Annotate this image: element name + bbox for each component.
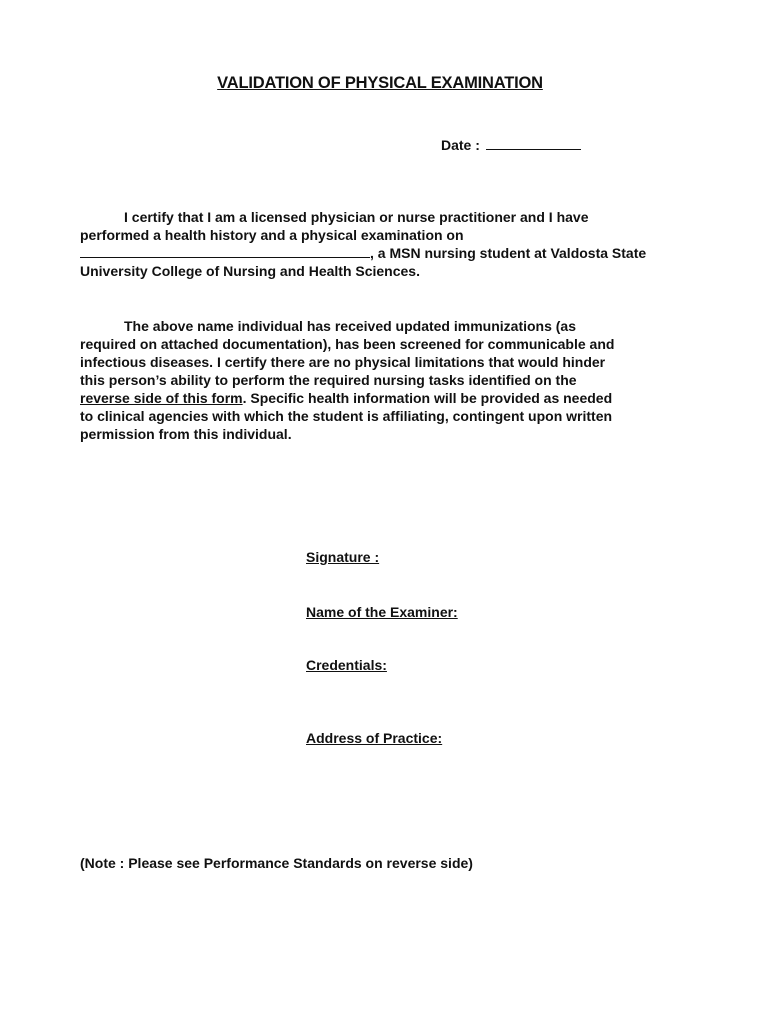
student-name-field[interactable] <box>80 245 370 258</box>
address-field-label: Address of Practice: <box>306 730 443 746</box>
reverse-side-reference: reverse side of this form <box>80 390 243 406</box>
paragraph-line <box>80 317 680 335</box>
paragraph-text: , a MSN nursing student at Valdosta State <box>370 245 647 261</box>
paragraph-line <box>80 389 680 407</box>
paragraph-line <box>80 208 680 226</box>
paragraph-line: permission from this individual. <box>80 426 292 442</box>
examiner-name-field-label: Name of the Examiner: <box>306 604 458 620</box>
paragraph-line: infectious diseases. I certify there are no physical limitations that would hinder <box>80 354 606 370</box>
reverse-side-note: (Note : Please see Performance Standards on reverse side) <box>80 855 473 871</box>
paragraph-line: this person’s ability to perform the required nursing tasks identified on the <box>80 372 577 388</box>
document-title: VALIDATION OF PHYSICAL EXAMINATION <box>217 74 543 92</box>
signature-field-label: Signature : <box>306 549 380 565</box>
paragraph-line: University College of Nursing and Health Sciences. <box>80 263 420 279</box>
paragraph-text: The above name individual has received updated immunizations (as <box>124 318 577 334</box>
paragraph-text: I certify that I am a licensed physician or nurse practitioner and I have <box>124 209 589 225</box>
paragraph-line: performed a health history and a physical examination on <box>80 227 464 243</box>
date-label: Date : <box>441 137 480 153</box>
date-field[interactable] <box>486 137 581 150</box>
paragraph-line: to clinical agencies with which the student is affiliating, contingent upon written <box>80 408 613 424</box>
paragraph-text: . Specific health information will be provided as needed <box>242 390 613 406</box>
paragraph-line <box>80 244 680 262</box>
immunization-paragraph <box>80 317 680 443</box>
paragraph-line: required on attached documentation), has been screened for communicable and <box>80 336 615 352</box>
date-row <box>441 137 581 153</box>
credentials-field-label: Credentials: <box>306 657 387 673</box>
certification-paragraph <box>80 208 680 280</box>
